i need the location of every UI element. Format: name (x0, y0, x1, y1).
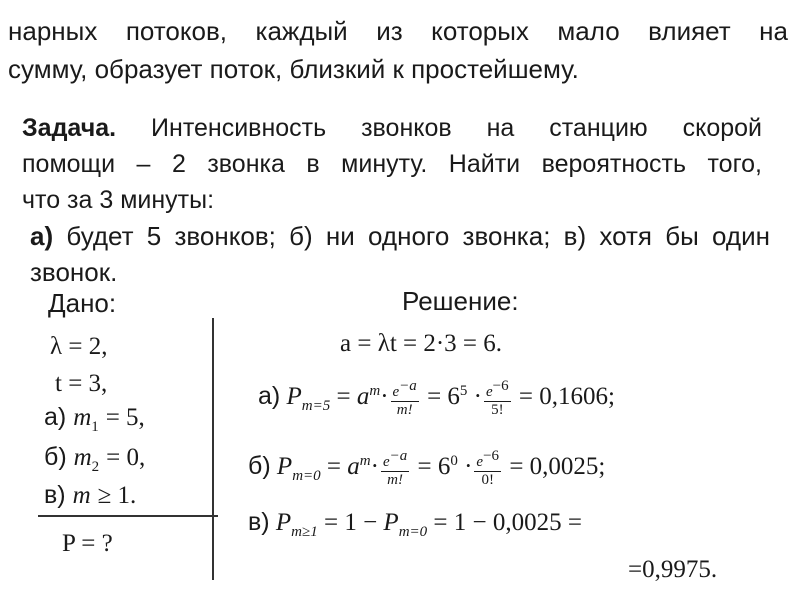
task-label: Задача. (22, 114, 117, 142)
task-parts-line-1 (30, 218, 770, 254)
formula-b-num-sup: −a (389, 448, 408, 464)
formula-b-base: 6 (437, 453, 451, 481)
formula-a-result: = 0,1606; (518, 383, 615, 411)
solution-a-calc: a = λt = 2·3 = 6. (340, 330, 503, 357)
given-c (44, 481, 136, 510)
formula-c-prefix: в) (248, 508, 270, 536)
given-b-sub: 2 (91, 459, 100, 475)
formula-a-exp: 5 (459, 382, 468, 399)
formula-b-den2: 0! (481, 472, 494, 488)
formula-a-fraction-2 (484, 378, 511, 419)
formula-b-dot: · (370, 453, 379, 481)
formula-a-num-sup: −a (399, 378, 417, 394)
formula-b-am: m (359, 452, 371, 469)
formula-b-den: m! (387, 472, 403, 488)
formula-b-num2-sup: −6 (483, 448, 500, 464)
task-line-3: что за 3 минуты: (22, 186, 215, 214)
given-b (44, 443, 145, 476)
formula-a-dot: · (380, 383, 389, 411)
given-c-rest: ≥ 1. (97, 482, 137, 509)
given-c-var: m (72, 482, 91, 509)
task-statement (22, 110, 762, 218)
given-divider-vertical (212, 318, 214, 580)
formula-c-rest: = 1 − 0,0025 = (433, 509, 582, 536)
given-b-prefix: б) (44, 443, 67, 471)
formula-a-a: a (356, 383, 370, 411)
formula-a-den: m! (396, 402, 413, 418)
intro-line-2: сумму, образует поток, близкий к простейшему. (8, 54, 579, 84)
task-line-1 (22, 110, 762, 146)
formula-c-p: P (275, 509, 292, 536)
formula-a-sub: m=5 (301, 398, 331, 415)
task-line-1-text: Интенсивность звонков на станцию скорой (151, 114, 762, 142)
formula-c-mid: = 1 − (323, 509, 378, 536)
given-b-var: m (73, 444, 92, 471)
task-parts-label: а) (30, 221, 54, 251)
given-c-prefix: в) (44, 481, 66, 509)
formula-b-eq2: = (417, 453, 432, 481)
given-lambda: λ = 2, (50, 333, 108, 360)
formula-a-prefix: а) (258, 382, 281, 411)
formula-c (248, 508, 582, 541)
formula-b-prefix: б) (248, 452, 271, 481)
given-divider-horizontal (38, 515, 218, 517)
given-a-prefix: а) (44, 403, 67, 431)
given-a-rest: = 5, (105, 404, 145, 431)
given-a-var: m (73, 404, 92, 431)
task-parts (30, 218, 770, 290)
formula-b-dot2: · (464, 453, 473, 481)
formula-c-sub: m≥1 (291, 524, 318, 540)
given-a (44, 403, 145, 436)
formula-a-num: e (392, 384, 400, 400)
formula-b-num2: e (476, 454, 484, 470)
formula-b (248, 448, 605, 489)
given-title: Дано: (48, 288, 117, 318)
intro-line-1: нарных потоков, каждый из которых мало влияет на (8, 16, 788, 46)
formula-a-eq2: = (427, 383, 442, 411)
given-t: t = 3, (55, 370, 108, 397)
intro-paragraph (8, 12, 788, 88)
formula-a-num2: e (486, 384, 493, 400)
formula-a (258, 378, 615, 419)
formula-b-fraction (381, 448, 409, 489)
given-find: P = ? (62, 530, 113, 557)
formula-a-eq1: = (336, 383, 351, 411)
formula-a-dot2: · (473, 383, 482, 411)
formula-b-p: P (276, 453, 293, 481)
given-a-sub: 1 (91, 419, 99, 435)
task-parts-line-2: звонок. (30, 257, 118, 287)
formula-b-eq1: = (326, 453, 342, 481)
formula-a-p: P (286, 383, 302, 411)
given-b-rest: = 0, (106, 444, 146, 471)
formula-b-result: = 0,0025; (509, 453, 606, 481)
formula-a-den2: 5! (491, 402, 504, 418)
formula-b-exp: 0 (450, 452, 458, 469)
formula-b-a: a (347, 453, 360, 481)
formula-c-sub2: m=0 (398, 524, 428, 540)
formula-a-num2-sup: −6 (492, 378, 509, 394)
formula-b-sub: m=0 (292, 468, 321, 485)
formula-b-fraction-2 (474, 448, 501, 489)
task-line-2: помощи – 2 звонка в минуту. Найти вероятность того, (22, 150, 762, 178)
solution-title: Решение: (402, 286, 519, 316)
formula-final: =0,9975. (628, 556, 718, 583)
formula-a-am: m (369, 382, 381, 399)
formula-c-p2: P (383, 509, 399, 536)
formula-a-base: 6 (447, 383, 460, 411)
formula-a-fraction (391, 378, 419, 419)
formula-b-num: e (382, 454, 390, 470)
task-parts-text: будет 5 звонков; б) ни одного звонка; в) хотя бы один (66, 221, 770, 251)
